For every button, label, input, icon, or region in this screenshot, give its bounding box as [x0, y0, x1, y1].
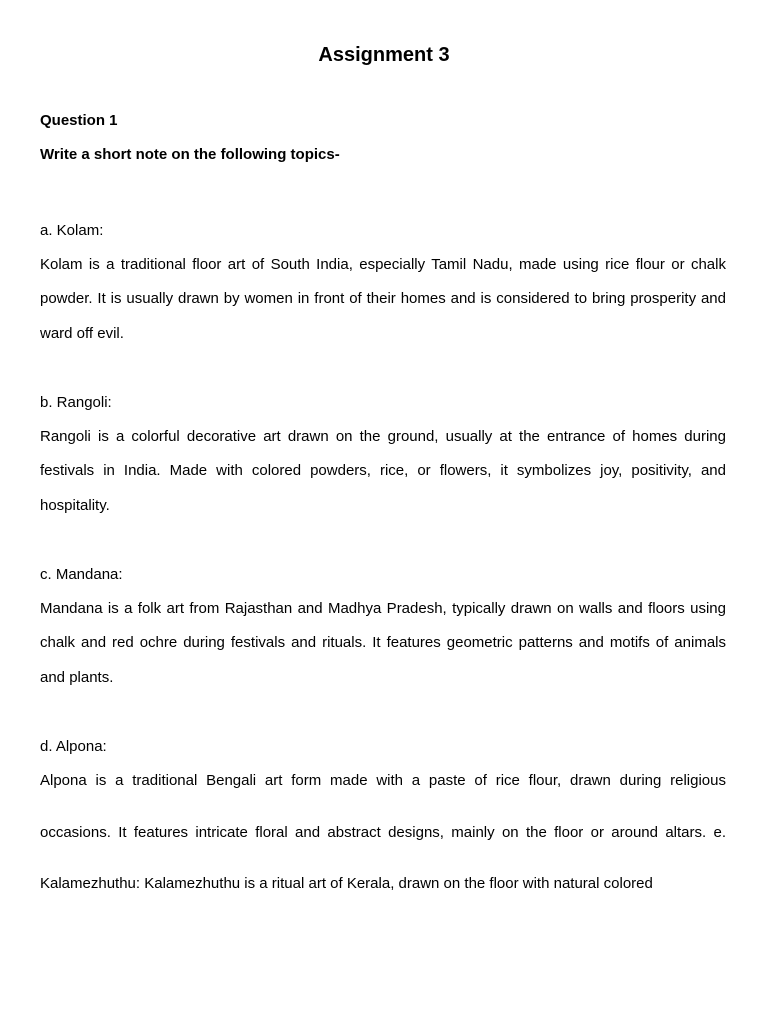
- topic-heading-alpona: d. Alpona:: [40, 738, 107, 755]
- document-title: Assignment 3: [318, 44, 450, 66]
- topic-body-alpona: Alpona is a traditional Bengali art form made with a paste of rice flour, drawn during religious occasions. It features intricate floral and abstract designs, mainly on the floor or around altars. e. Kalamezhuthu: Kalamezhuthu is a ritual art of Kerala, drawn on the floor with natural colored: [40, 772, 726, 893]
- topic-body-kolam: Kolam is a traditional floor art of South India, especially Tamil Nadu, made using rice flour or chalk powder. It is usually drawn by women in front of their homes and is considered to bring prosperity and ward off evil.: [40, 256, 726, 342]
- topic-body-mandana: Mandana is a folk art from Rajasthan and Madhya Pradesh, typically drawn on walls and floors using chalk and red ochre during festivals and rituals. It features geometric patterns and motifs of animals and plants.: [40, 600, 726, 686]
- question-label: Question 1: [40, 112, 118, 129]
- topic-body-rangoli: Rangoli is a colorful decorative art drawn on the ground, usually at the entrance of homes during festivals in India. Made with colored powders, rice, or flowers, it symbolizes joy, positivity, and hospitality.: [40, 428, 726, 514]
- topic-heading-mandana: c. Mandana:: [40, 566, 123, 583]
- question-instruction: Write a short note on the following topics-: [40, 146, 340, 163]
- topic-heading-kolam: a. Kolam:: [40, 222, 104, 239]
- topic-heading-rangoli: b. Rangoli:: [40, 394, 112, 411]
